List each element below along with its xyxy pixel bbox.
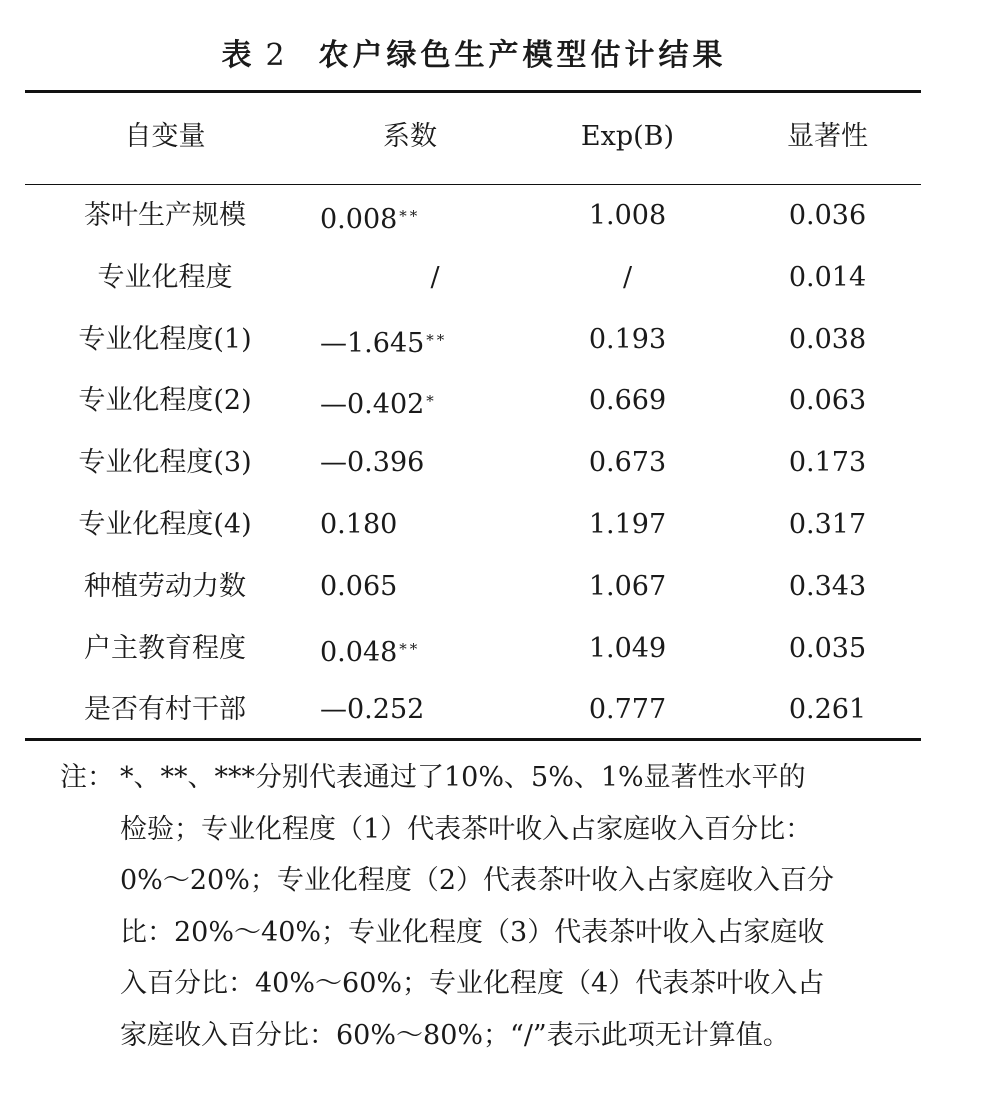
cell-significance: 0.261 xyxy=(788,694,867,726)
cell-expb: 0.193 xyxy=(588,323,667,355)
cell-significance: 0.035 xyxy=(788,632,867,664)
table-header-row xyxy=(25,106,921,168)
cell-variable: 专业化程度(4) xyxy=(78,509,252,540)
table-number: 2 xyxy=(265,38,289,73)
table-title xyxy=(0,30,948,74)
coefficient-value: 0.180 xyxy=(320,509,398,540)
cell-coefficient xyxy=(320,309,520,371)
table-bottom-rule xyxy=(25,738,921,741)
cell-expb: / xyxy=(622,261,633,293)
cell-expb: 1.197 xyxy=(588,509,667,540)
cell-coefficient xyxy=(320,556,520,618)
note-line: 入百分比：40%～60%；专业化程度（4）代表茶叶收入占 xyxy=(120,968,825,999)
table-row xyxy=(25,247,921,309)
cell-significance: 0.063 xyxy=(788,385,867,417)
coefficient-value: —1.645 xyxy=(320,327,425,359)
table-row xyxy=(25,494,921,556)
cell-coefficient xyxy=(320,370,520,432)
table-row xyxy=(25,185,921,247)
header-variable: 自变量 xyxy=(124,121,206,152)
note-line: 检验；专业化程度（1）代表茶叶收入占家庭收入百分比： xyxy=(120,813,813,845)
cell-coefficient xyxy=(320,494,520,556)
cell-expb: 1.008 xyxy=(588,200,667,231)
table-row xyxy=(25,618,921,680)
cell-variable: 专业化程度(3) xyxy=(78,447,252,479)
table-title-prefix: 表 xyxy=(221,38,256,73)
cell-expb: 1.049 xyxy=(588,632,667,664)
cell-coefficient xyxy=(320,679,520,741)
note-text xyxy=(120,752,930,1061)
significance-stars: ** xyxy=(399,207,421,225)
coefficient-value: —0.402 xyxy=(320,389,425,421)
table-row xyxy=(25,309,921,371)
significance-stars: ** xyxy=(426,330,448,349)
cell-variable: 专业化程度(2) xyxy=(78,385,252,417)
note-line: 比：20%～40%；专业化程度（3）代表茶叶收入占家庭收 xyxy=(120,916,825,948)
coefficient-value: —0.252 xyxy=(320,694,425,726)
table-row xyxy=(25,679,921,741)
cell-expb: 0.673 xyxy=(588,447,667,479)
table-title-text: 农户绿色生产模型估计结果 xyxy=(318,38,727,73)
cell-significance: 0.343 xyxy=(788,570,867,602)
cell-variable: 茶叶生产规模 xyxy=(84,200,246,231)
cell-significance: 0.317 xyxy=(788,509,867,540)
header-expb: Exp(B) xyxy=(580,121,675,152)
coefficient-value: / xyxy=(430,261,440,293)
coefficient-value: 0.008 xyxy=(320,204,398,235)
cell-coefficient xyxy=(320,247,550,309)
cell-variable: 户主教育程度 xyxy=(84,632,246,664)
cell-significance: 0.014 xyxy=(788,261,867,293)
note-line: 家庭收入百分比：60%～80%；“/”表示此项无计算值。 xyxy=(120,1019,790,1051)
cell-coefficient xyxy=(320,618,520,680)
cell-expb: 0.669 xyxy=(588,385,667,417)
cell-variable: 种植劳动力数 xyxy=(84,570,246,602)
cell-variable: 是否有村干部 xyxy=(84,694,246,726)
note-label: 注： xyxy=(60,762,114,793)
note-line: *、**、***分别代表通过了10%、5%、1%显著性水平的 xyxy=(120,762,806,793)
cell-significance: 0.038 xyxy=(788,323,867,355)
table-row xyxy=(25,556,921,618)
cell-variable: 专业化程度(1) xyxy=(78,323,252,355)
cell-coefficient xyxy=(320,432,520,494)
cell-expb: 0.777 xyxy=(588,694,667,726)
table-row xyxy=(25,432,921,494)
significance-stars: ** xyxy=(399,639,421,658)
table-note xyxy=(60,752,930,1061)
cell-variable: 专业化程度 xyxy=(97,261,233,293)
cell-significance: 0.036 xyxy=(788,200,867,231)
significance-stars: * xyxy=(426,392,437,411)
cell-significance: 0.173 xyxy=(788,447,867,479)
note-line: 0%～20%；专业化程度（2）代表茶叶收入占家庭收入百分 xyxy=(120,865,835,896)
coefficient-value: 0.065 xyxy=(320,570,398,602)
header-coefficient: 系数 xyxy=(383,121,437,152)
table-top-rule xyxy=(25,90,921,93)
coefficient-value: 0.048 xyxy=(320,636,398,668)
table-row xyxy=(25,370,921,432)
cell-coefficient xyxy=(320,185,520,247)
coefficient-value: —0.396 xyxy=(320,447,425,479)
cell-expb: 1.067 xyxy=(588,570,667,602)
header-significance: 显著性 xyxy=(787,121,868,152)
